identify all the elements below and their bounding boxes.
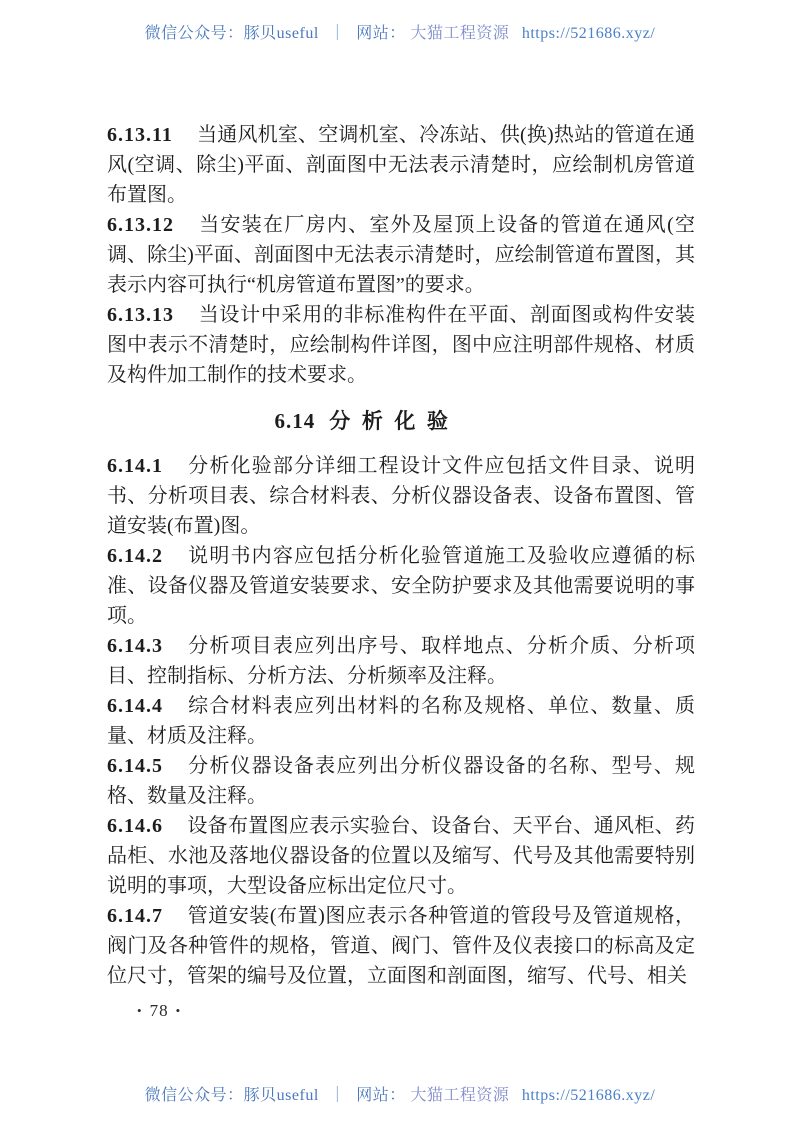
section-paragraph — [107, 901, 695, 991]
watermark-url: https://521686.xyz/ — [521, 1087, 656, 1104]
section-paragraph — [107, 210, 695, 300]
section-paragraph — [107, 300, 695, 390]
section-paragraph — [107, 691, 695, 751]
section-number: 6.14.1 — [107, 455, 163, 477]
section-number: 6.13.11 — [107, 124, 173, 146]
section-group-6-13 — [107, 120, 695, 390]
page-number-right-dot: • — [175, 1003, 182, 1018]
watermark-site-name: 大猫工程资源 — [410, 25, 510, 42]
heading-title: 分析化验 — [329, 409, 460, 433]
section-paragraph — [107, 751, 695, 811]
section-text: 当安装在厂房内、室外及屋顶上设备的管道在通风(空调、除尘)平面、剖面图中无法表示清楚时，应绘制管道布置图，其表示内容可执行“机房管道布置图”的要求。 — [107, 214, 695, 296]
section-text: 综合材料表应列出材料的名称及规格、单位、数量、质量、材质及注释。 — [107, 695, 695, 747]
section-text: 设备布置图应表示实验台、设备台、天平台、通风柜、药品柜、水池及落地仪器设备的位置以及缩写、代号及其他需要特别说明的事项，大型设备应标出定位尺寸。 — [107, 815, 695, 897]
section-number: 6.14.3 — [107, 635, 163, 657]
watermark-account: 微信公众号：豚贝useful — [144, 1087, 319, 1104]
watermark-account: 微信公众号：豚贝useful — [144, 25, 319, 42]
section-text: 分析项目表应列出序号、取样地点、分析介质、分析项目、控制指标、分析方法、分析频率及注释。 — [107, 635, 695, 687]
section-group-6-14 — [107, 451, 695, 991]
page-number — [130, 1001, 188, 1021]
watermark-url: https://521686.xyz/ — [521, 25, 656, 42]
document-body — [107, 120, 695, 991]
section-text: 分析化验部分详细工程设计文件应包括文件目录、说明书、分析项目表、综合材料表、分析仪器设备表、设备布置图、管道安装(布置)图。 — [107, 455, 695, 537]
section-paragraph — [107, 811, 695, 901]
section-number: 6.14.6 — [107, 815, 163, 837]
heading-number: 6.14 — [274, 409, 316, 433]
section-text: 说明书内容应包括分析化验管道施工及验收应遵循的标准、设备仪器及管道安装要求、安全防护要求及其他需要说明的事项。 — [107, 545, 695, 627]
section-number: 6.13.12 — [107, 214, 174, 236]
section-text: 当通风机室、空调机室、冷冻站、供(换)热站的管道在通风(空调、除尘)平面、剖面图中无法表示清楚时，应绘制机房管道布置图。 — [107, 124, 695, 206]
section-paragraph — [107, 541, 695, 631]
watermark-separator: ｜ — [329, 25, 346, 42]
watermark-footer — [0, 1082, 800, 1105]
section-number: 6.13.13 — [107, 304, 174, 326]
watermark-site-label: 网站： — [356, 1087, 406, 1104]
watermark-site-label: 网站： — [356, 25, 406, 42]
section-paragraph — [107, 631, 695, 691]
watermark-separator: ｜ — [329, 1087, 346, 1104]
section-text: 分析仪器设备表应列出分析仪器设备的名称、型号、规格、数量及注释。 — [107, 755, 695, 807]
watermark-header — [0, 20, 800, 43]
section-number: 6.14.2 — [107, 545, 163, 567]
section-number: 6.14.5 — [107, 755, 163, 777]
section-number: 6.14.7 — [107, 905, 163, 927]
section-text: 管道安装(布置)图应表示各种管道的管段号及管道规格，阀门及各种管件的规格，管道、阀门、管件及仪表接口的标高及定位尺寸，管架的编号及位置，立面图和剖面图，缩写、代号、相关 — [107, 905, 695, 987]
section-paragraph — [107, 120, 695, 210]
section-heading — [73, 406, 661, 436]
section-number: 6.14.4 — [107, 695, 163, 717]
page-number-value: 78 — [149, 1001, 169, 1020]
section-text: 当设计中采用的非标准构件在平面、剖面图或构件安装图中表示不清楚时，应绘制构件详图，图中应注明部件规格、材质及构件加工制作的技术要求。 — [107, 304, 695, 386]
section-paragraph — [107, 451, 695, 541]
page-number-left-dot: • — [137, 1003, 143, 1018]
watermark-site-name: 大猫工程资源 — [410, 1087, 510, 1104]
